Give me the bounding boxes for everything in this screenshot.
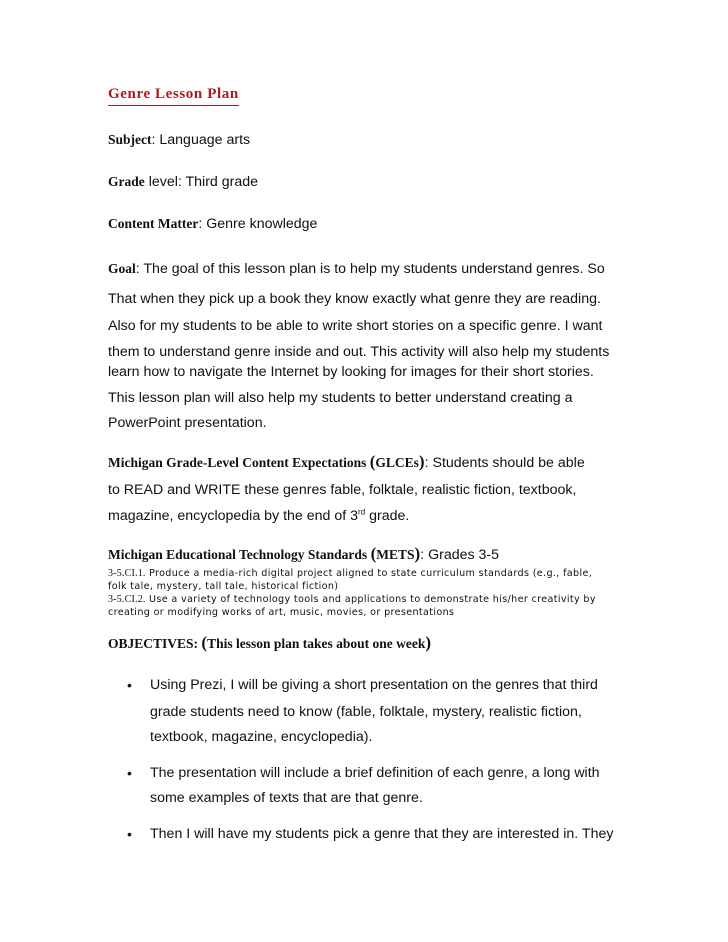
goal-text-line: That when they pick up a book they know exactly what genre they are reading. [108, 291, 601, 307]
goal-text-line: This lesson plan will also help my students to better understand creating a [108, 390, 573, 406]
standard-text: Use a variety of technology tools and applications to demonstrate his/her creativity by [145, 594, 596, 605]
content-matter-value: : Genre knowledge [198, 216, 318, 232]
standard-2-cont [108, 607, 454, 618]
glce-line3-end: grade. [365, 508, 410, 524]
standard-text: folk tale, mystery, tall tale, historical fiction) [108, 581, 339, 592]
objectives-note: This lesson plan takes about one week [207, 636, 426, 651]
glce-line3-text: magazine, encyclopedia by the end of 3 [108, 508, 359, 524]
mets-text-first: : Grades 3-5 [420, 547, 500, 563]
mets-paren-close: ) [414, 544, 421, 563]
standard-text: creating or modifying works of art, music, movies, or presentations [108, 607, 455, 618]
subject-value: : Language arts [151, 132, 251, 148]
bullet-text-line: some examples of texts that are that genre. [150, 790, 423, 806]
bullet-text-line: textbook, magazine, encyclopedia). [150, 729, 373, 745]
bullet-text-line: The presentation will include a brief definition of each genre, a long with [150, 765, 600, 781]
glce-paren-close: ) [418, 452, 425, 471]
goal-text-line: PowerPoint presentation. [108, 415, 267, 431]
glce-text-first: : Students should be able [424, 455, 585, 471]
bullet-text-line: Then I will have my students pick a genre that they are interested in. They [150, 826, 614, 842]
standard-1-cont [108, 581, 338, 592]
mets-acronym: METS [376, 547, 415, 562]
objectives-paren-open: ( [201, 633, 208, 652]
mets-paren-open: ( [370, 544, 377, 563]
glce-label: Michigan Grade-Level Content Expectations [108, 455, 370, 470]
goal-text-first: : The goal of this lesson plan is to help my students understand genres. So [135, 261, 605, 277]
mets-line [108, 544, 499, 564]
bullet-marker: • [127, 826, 132, 842]
subject-label: Subject [108, 132, 152, 147]
standard-text: Produce a media-rich digital project aligned to state curriculum standards (e.g., fable, [145, 568, 593, 579]
goal-line [108, 261, 605, 278]
objectives-heading [108, 633, 431, 653]
content-matter-line [108, 216, 317, 233]
bullet-text-line: Using Prezi, I will be giving a short presentation on the genres that third [150, 677, 598, 693]
objectives-label: OBJECTIVES: [108, 636, 202, 651]
glce-text-line: to READ and WRITE these genres fable, folktale, realistic fiction, textbook, [108, 482, 577, 498]
bullet-text-line: grade students need to know (fable, folktale, mystery, realistic fiction, [150, 704, 582, 720]
glce-text-line3 [108, 508, 409, 524]
standard-code: 3-5.CI.1. [108, 568, 146, 579]
ordinal-superscript: rd [358, 507, 366, 517]
grade-line [108, 174, 258, 191]
content-matter-label: Content Matter [108, 216, 199, 231]
standard-1 [108, 568, 592, 579]
glce-paren-open: ( [369, 452, 376, 471]
goal-text-line: Also for my students to be able to write short stories on a specific genre. I want [108, 318, 603, 334]
goal-text-line: learn how to navigate the Internet by looking for images for their short stories. [108, 364, 594, 380]
grade-value: level: Third grade [144, 174, 259, 190]
document-title: Genre Lesson Plan [108, 86, 239, 106]
mets-label: Michigan Educational Technology Standards [108, 547, 371, 562]
bullet-marker: • [127, 765, 132, 781]
subject-line [108, 132, 250, 149]
objectives-paren-close: ) [425, 633, 432, 652]
standard-code: 3-5.CI.2. [108, 594, 146, 605]
standard-2 [108, 594, 596, 605]
grade-label: Grade [108, 174, 145, 189]
goal-label: Goal [108, 261, 136, 276]
bullet-marker: • [127, 677, 132, 693]
glce-line [108, 452, 585, 472]
goal-text-line: them to understand genre inside and out. This activity will also help my students [108, 344, 610, 360]
glce-acronym: GLCEs [375, 455, 419, 470]
